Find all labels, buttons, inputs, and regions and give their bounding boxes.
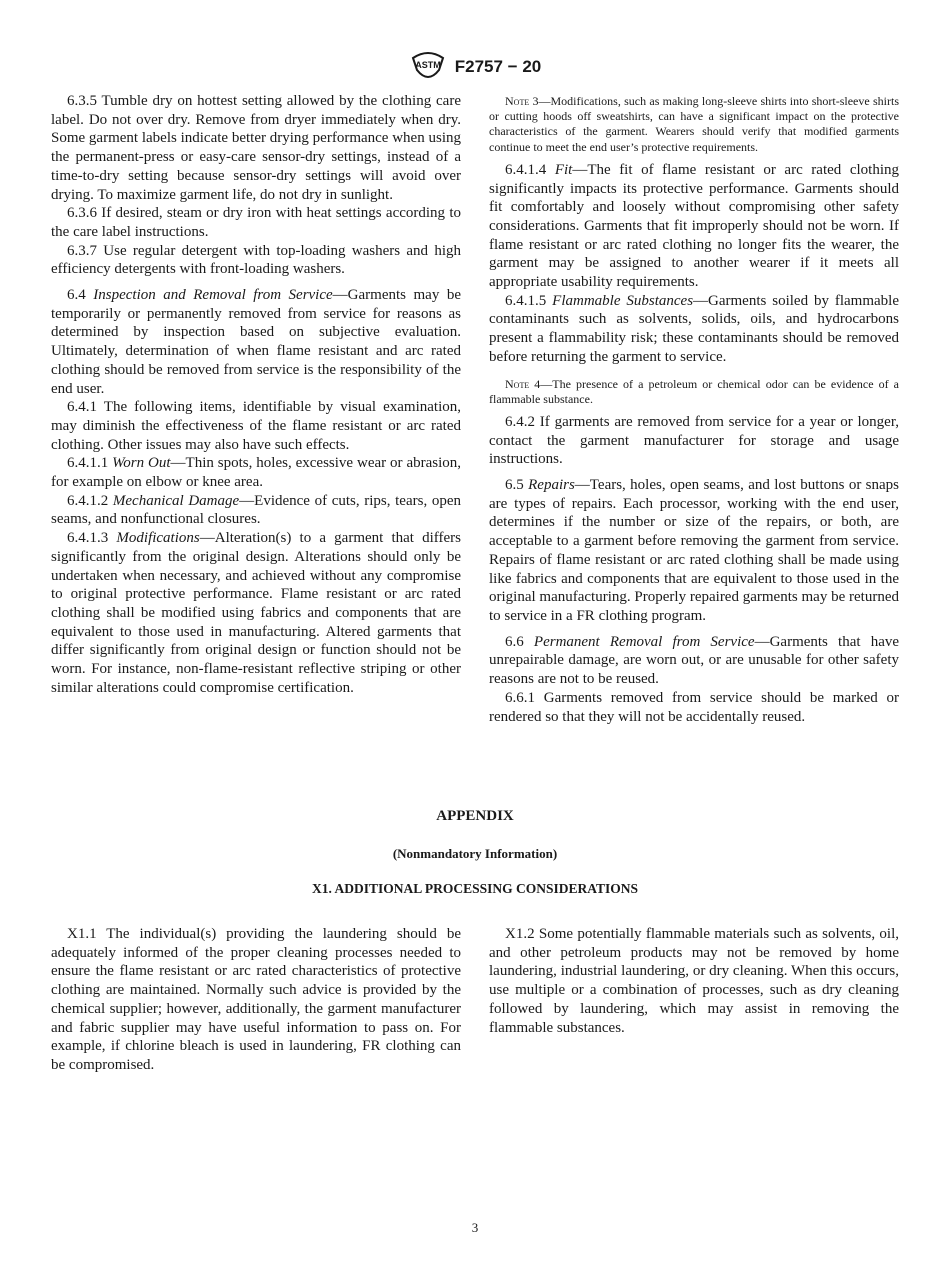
paragraph-6-4: 6.4 Inspection and Removal from Service—Garments may be temporarily or permanently removed from service for reasons as determined by inspection based on subjective evaluation. Ultimately, determination of when flame resistant and arc rated clothing should be removed from service is the responsibility of the end user. [51,287,461,397]
section-title: Inspection and Removal from Service [93,287,333,304]
paragraph-6-6: 6.6 Permanent Removal from Service—Garments that have unrepairable damage, are worn out, or are unusable for other safety reasons are not to be reused. [489,633,900,688]
svg-text:ASTM: ASTM [415,60,441,70]
page-header [0,50,950,84]
paragraph-6-4-1-3: 6.4.1.3 Modifications—Alteration(s) to a garment that differs significantly from the original design. Alterations should only be undertaken when necessary, and achieved without any compromise to original protective performance. Flame resistant or arc rated clothing shall be modified using fabrics and components that are equivalent to those used in manufacturing. Altered garments that differ significantly from original design or function should not be worn. For instance, non-flame-resistant reflective striping or other similar alterations could compromise certification. [51,530,461,696]
paragraph-6-5: 6.5 Repairs—Tears, holes, open seams, and lost buttons or snaps are types of repairs. Each processor, working with the end user, determines if the number or size of the repairs, or both, are acceptable to a garment before removing the garment from service. Repairs of flame resistant or arc rated clothing shall be made using like fabrics and components that are equivalent to those used in the original manufacturing. Properly repaired garments may be returned to service in a FR clothing program. [489,477,900,624]
appendix-section-title: X1. ADDITIONAL PROCESSING CONSIDERATIONS [311,881,639,896]
note-3: Note 3—Modifications, such as making long-sleeve shirts into short-sleeve shirts or cutting hoods off sweatshirts, can have a significant impact on the protective characteristics of the garment. Wearers should verify that modified garments continue to meet the end user’s protective requirements. [489,94,899,154]
paragraph-x1-1: X1.1 The individual(s) providing the laundering should be adequately informed of the proper cleaning processes needed to ensure the flame resistant or arc rated characteristics of protective clothing are maintained. Normally such advice is provided by the chemical supplier; however, additionally, the garment manufacturer and fabric supplier may have useful information to pass on. For example, if chlorine bleach is used in laundering, FR clothing can be compromised. [51,926,461,1073]
paragraph-6-4-1-1: 6.4.1.1 Worn Out—Thin spots, holes, excessive wear or abrasion, for example on elbow or knee area. [51,455,462,491]
right-column [489,94,899,726]
note-4: Note 4—The presence of a petroleum or chemical odor can be evidence of a flammable substance. [489,376,899,406]
paragraph-6-3-6: 6.3.6 If desired, steam or dry iron with heat settings according to the care label instructions. [51,205,461,240]
paragraph-6-3-5: 6.3.5 Tumble dry on hottest setting allowed by the clothing care label. Do not over dry. Remove from dryer immediately when dry. Some garment labels indicate better drying performance when using the permanent-press or easy-care sensor-dry settings, instead of a time-to-dry setting because sensor-dry settings will avoid over drying. To maximize garment life, do not dry in sunlight. [51,93,461,203]
page-number: 3 [471,1220,479,1235]
paragraph-6-4-1-5: 6.4.1.5 Flammable Substances—Garments soiled by flammable contaminants such as solvents, solids, oils, and hydrocarbons present a flammability risk; these contaminants should be removed before returning the garment to service. [489,292,899,365]
paragraph-6-3-7: 6.3.7 Use regular detergent with top-loading washers and high efficiency detergents with front-loading washers. [51,242,461,278]
paragraph-6-4-1-2: 6.4.1.2 Mechanical Damage—Evidence of cuts, rips, tears, open seams, and nonfunctional closures. [51,492,461,528]
paragraph-6-4-1: 6.4.1 The following items, identifiable by visual examination, may diminish the effectiveness of the flame resistant or arc rated clothing. Other issues may also have such effects. [51,399,461,453]
left-column [51,92,461,698]
paragraph-6-6-1: 6.6.1 Garments removed from service should be marked or rendered so that they will not be accidentally reused. [489,689,899,725]
paragraph-6-4-2: 6.4.2 If garments are removed from service for a year or longer, contact the garment manufacturer for storage and usage instructions. [489,413,899,468]
appendix-right-column [489,925,899,1037]
appendix-left-column [51,925,461,1075]
designation: F2757 − 20 [454,57,542,76]
paragraph-6-4-1-4: 6.4.1.4 Fit—The fit of flame resistant or arc rated clothing significantly impacts its protective performance. Garments should fit comfortably and loosely without compromising other safety considerations. Garments that fit improperly should not be worn. If flame resistant or arc rated clothing no longer fits the wearer, the garment may be assigned to another wearer if it meets all appropriate usability requirements. [489,161,899,291]
astm-logo-icon [409,50,447,84]
appendix-subtitle: (Nonmandatory Information) [392,846,558,861]
appendix-title: APPENDIX [436,808,514,824]
paragraph-x1-2: X1.2 Some potentially flammable materials such as solvents, oil, and other petroleum products may not be removed by home laundering, industrial laundering, or dry cleaning. When this occurs, use multiple or a combination of processes, such as dry cleaning followed by laundering, which may assist in removing the flammable substances. [489,926,899,1036]
